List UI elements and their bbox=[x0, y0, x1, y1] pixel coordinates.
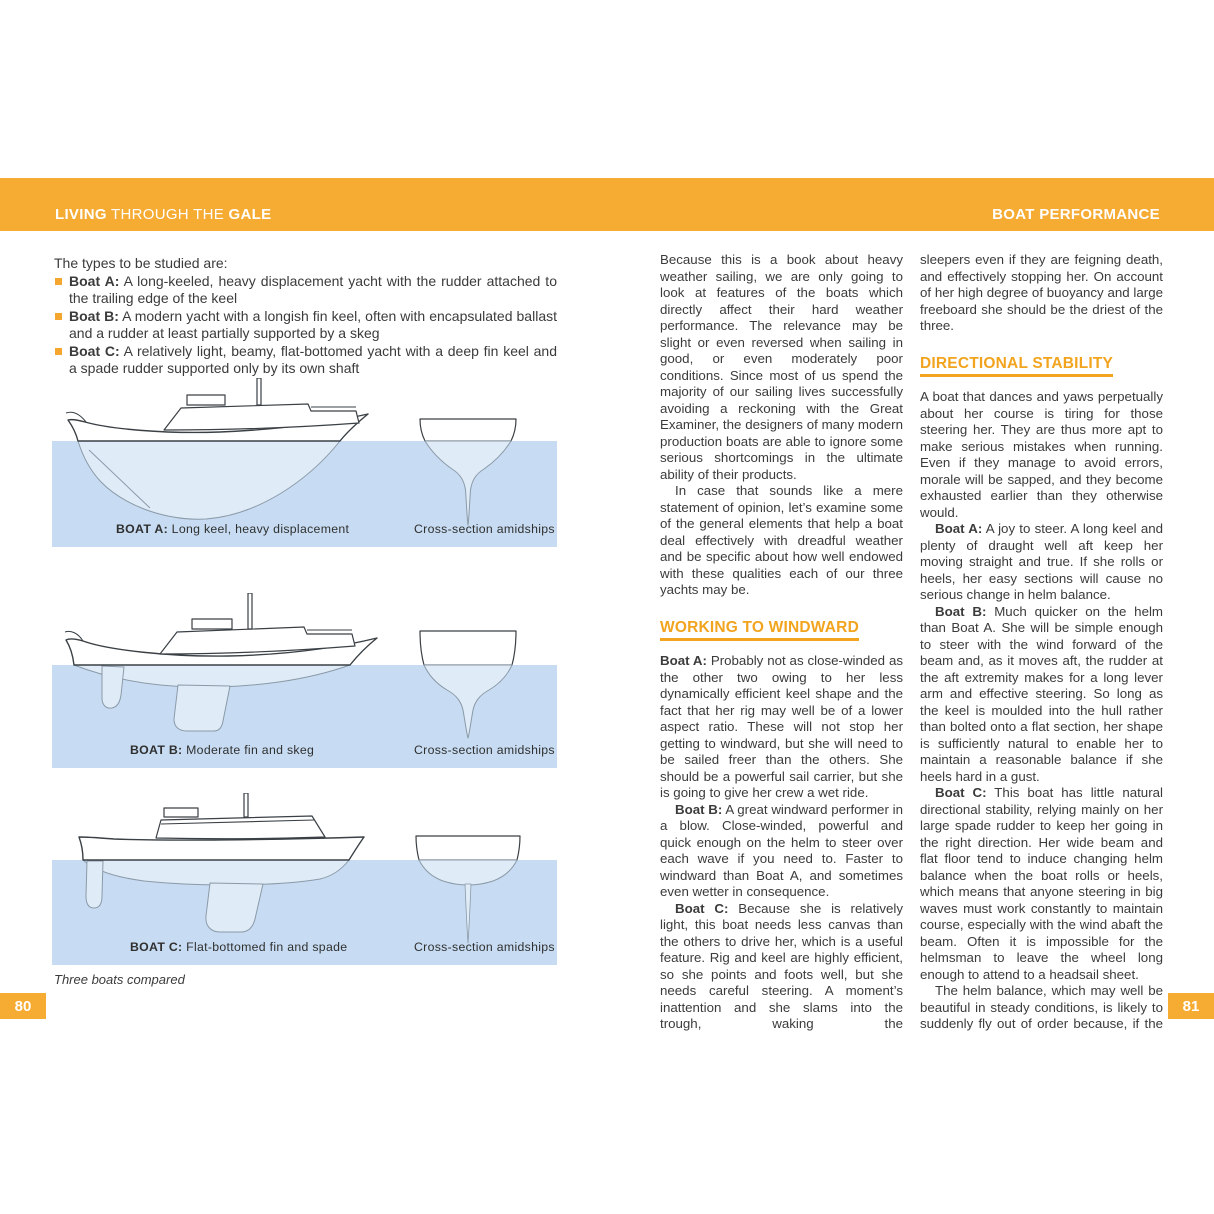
paragraph: Because this is a book about heavy weather sailing, we are only going to look at features of the boats which directly affect their hard weather performance. The relevance may be slight or even reversed when sailing in good, or even moderately poor conditions. Since most of us spend the majority of our sailing lives successfully avoiding a reckoning with the Great Examiner, the designers of many modern production boats are able to ignore some serious shortcomings in the ultimate ability of their products. bbox=[660, 252, 903, 482]
boat-b-text: A great windward performer in a blow. Close-winded, powerful and quick enough on the helm to steer over each wave if you need to. Faster to windward than Boat A, and sometimes even wetter in consequence. bbox=[660, 801, 903, 899]
figure-caption-boat-b bbox=[130, 743, 314, 757]
boat-c-cabin bbox=[156, 816, 325, 839]
left-page-intro-block bbox=[54, 255, 557, 378]
boat-a-label: Boat A: bbox=[69, 272, 120, 289]
paragraph-boat-b bbox=[660, 802, 903, 901]
section-heading-working-to-windward: WORKING TO WINDWARD bbox=[660, 620, 859, 642]
boat-c-mast bbox=[244, 793, 248, 817]
caption-text: Flat-bottomed fin and spade bbox=[182, 940, 348, 954]
caption-label: BOAT A: bbox=[116, 522, 168, 536]
bullet-item-boat-b bbox=[54, 308, 557, 343]
boat-c-hull-profile bbox=[79, 837, 364, 860]
boat-a-hatch bbox=[187, 395, 225, 405]
chapter-title-left-bold2: GALE bbox=[228, 206, 272, 223]
bullet-square-icon bbox=[55, 348, 62, 355]
paragraph-boat-c bbox=[920, 785, 1163, 983]
boat-a-mast bbox=[257, 378, 261, 405]
boat-a-cross-section-below bbox=[425, 441, 511, 525]
figure-caption-boat-a bbox=[116, 522, 349, 536]
cross-section-caption-a: Cross-section amidships bbox=[414, 522, 555, 536]
paragraph-continued: sleepers even if they are feigning death, and effectively stopping her. On account of her high degree of buoyancy and large freeboard she should be the driest of the three. bbox=[920, 252, 1163, 333]
bullet-text bbox=[69, 308, 557, 343]
boat-a-label: Boat A: bbox=[935, 521, 983, 536]
boat-a-label: Boat A: bbox=[660, 653, 707, 668]
figure-boat-b bbox=[52, 593, 557, 768]
boat-b-cross-section-above bbox=[420, 631, 516, 665]
figure-caption-boat-c bbox=[130, 940, 347, 954]
boat-c-fin-keel bbox=[206, 883, 263, 932]
boat-c-label: Boat C: bbox=[69, 342, 120, 359]
bullet-text bbox=[69, 343, 557, 378]
boat-b-diagram bbox=[52, 593, 557, 768]
paragraph-boat-b bbox=[920, 604, 1163, 786]
boat-a-text: Probably not as close-winded as the other two owing to her less dynamically efficient keel shape and the fact that her rig may well be of a lower aspect ratio. These will not stop her getting to windward, but she will need to be sailed freer than the others. She should be a powerful sail carrier, but she is going to give her crew a wet ride. bbox=[660, 653, 903, 800]
paragraph-boat-c bbox=[660, 901, 903, 1033]
page-number-right: 81 bbox=[1168, 993, 1214, 1019]
boat-b-desc: A modern yacht with a longish fin keel, often with encapsulated ballast and a rudder at least partially supported by a skeg bbox=[69, 307, 557, 341]
caption-label: BOAT B: bbox=[130, 743, 183, 757]
chapter-title-left bbox=[55, 206, 271, 223]
boat-c-hatch bbox=[164, 808, 198, 817]
boat-a-desc: A long-keeled, heavy displacement yacht with the rudder attached to the trailing edge of the keel bbox=[69, 272, 557, 306]
boat-b-text: Much quicker on the helm than Boat A. She will be simple enough to steer with the wind forward of the beam and, as it moves aft, the rudder at the aft extremity makes for a long lever arm and effective steering. So long as the keel is moulded into the hull rather than bolted onto a flat section, her shape is sufficiently natural to enable her to maintain a reasonable balance if she heels hard in a gust. bbox=[920, 603, 1163, 784]
boat-c-text: This boat has little natural directional stability, relying mainly on her large spade rudder to keep her going in the right direction. Her wide beam and flat floor tend to induce changing helm balance when the boat rolls or heels, which means that anyone steering in big waves must work constantly to maintain course, especially with the wind abaft the beam. Often it is impossible for the helmsman to leave the wheel long enough to attend to a headsail sheet. bbox=[920, 785, 1163, 982]
figure-boat-c bbox=[52, 793, 557, 965]
boat-a-text: A joy to steer. A long keel and plenty of draught well aft keep her moving straight and true. If she rolls or heels, her easy sections will cause no serious change in helm balance. bbox=[920, 521, 1164, 602]
paragraph-boat-a bbox=[660, 653, 903, 802]
boat-b-mast bbox=[248, 593, 252, 629]
paragraph-boat-a bbox=[920, 521, 1163, 604]
chapter-title-right: BOAT PERFORMANCE bbox=[992, 206, 1160, 223]
paragraph: A boat that dances and yaws perpetually about her course is tiring for those steering her. They are thus more apt to make serious mistakes when running. Even if they manage to avoid errors, morale will be sapped, and they become exhausted earlier than they otherwise would. bbox=[920, 389, 1163, 520]
bullet-square-icon bbox=[55, 278, 62, 285]
boat-a-cross-section-above bbox=[420, 419, 516, 441]
intro-line: The types to be studied are: bbox=[54, 255, 228, 271]
boat-c-underbody bbox=[83, 860, 349, 885]
boat-c-desc: A relatively light, beamy, flat-bottomed yacht with a deep fin keel and a spade rudder supported only by its own shaft bbox=[69, 342, 557, 376]
caption-text: Long keel, heavy displacement bbox=[167, 522, 350, 536]
page-number-left: 80 bbox=[0, 993, 46, 1019]
figure-boat-a bbox=[52, 378, 557, 547]
boat-b-hatch bbox=[192, 619, 232, 629]
section-heading-directional-stability: DIRECTIONAL STABILITY bbox=[920, 356, 1113, 378]
caption-text: Moderate fin and skeg bbox=[182, 743, 315, 757]
chapter-header-bar bbox=[0, 178, 1214, 231]
cross-section-caption-c: Cross-section amidships bbox=[414, 940, 555, 954]
boat-a-underbody bbox=[78, 441, 340, 519]
figure-footnote: Three boats compared bbox=[54, 972, 185, 987]
bullet-item-boat-a bbox=[54, 273, 557, 308]
bullet-item-boat-c bbox=[54, 343, 557, 378]
bullet-text bbox=[69, 273, 557, 308]
boat-b-label: Boat B: bbox=[675, 801, 723, 817]
bullet-square-icon bbox=[55, 313, 62, 320]
paragraph: In case that sounds like a mere statement of opinion, let’s examine some of the general elements that help a boat deal effectively with dreadful weather and be specific about how well endowed with these qualities each of our three yachts may be. bbox=[660, 483, 903, 597]
paragraph-closing: The helm balance, which may well be beautiful in steady conditions, is likely to suddenly fly out of order because, if the bbox=[920, 983, 1163, 1031]
boat-c-spade-rudder bbox=[86, 861, 103, 908]
boat-c-label: Boat C: bbox=[935, 785, 987, 800]
cross-section-caption-b: Cross-section amidships bbox=[414, 743, 555, 757]
boat-c-cross-section-below bbox=[419, 860, 517, 885]
boat-b-cross-section-below bbox=[424, 665, 512, 738]
right-page-column-2 bbox=[920, 252, 1163, 1033]
right-page-column-1 bbox=[660, 252, 903, 1033]
boat-c-label: Boat C: bbox=[675, 900, 729, 916]
boat-b-skeg-rudder bbox=[102, 666, 124, 708]
chapter-title-left-mid: THROUGH THE bbox=[106, 206, 229, 223]
caption-label: BOAT C: bbox=[130, 940, 183, 954]
boat-c-cross-section-spike bbox=[465, 884, 471, 943]
boat-b-label: Boat B: bbox=[69, 307, 119, 324]
boat-c-text: Because she is relatively light, this boat needs less canvas than the others to drive her, which is a useful feature. Rig and keel are highly efficient, so she points and foots well, but she needs careful steering. A moment’s inattention and she slams into the trough, waking the bbox=[660, 900, 903, 1031]
boat-c-cross-section-above bbox=[416, 836, 520, 860]
boat-b-fin-keel bbox=[174, 685, 230, 731]
boat-b-label: Boat B: bbox=[935, 603, 987, 619]
chapter-title-left-bold1: LIVING bbox=[55, 206, 107, 223]
